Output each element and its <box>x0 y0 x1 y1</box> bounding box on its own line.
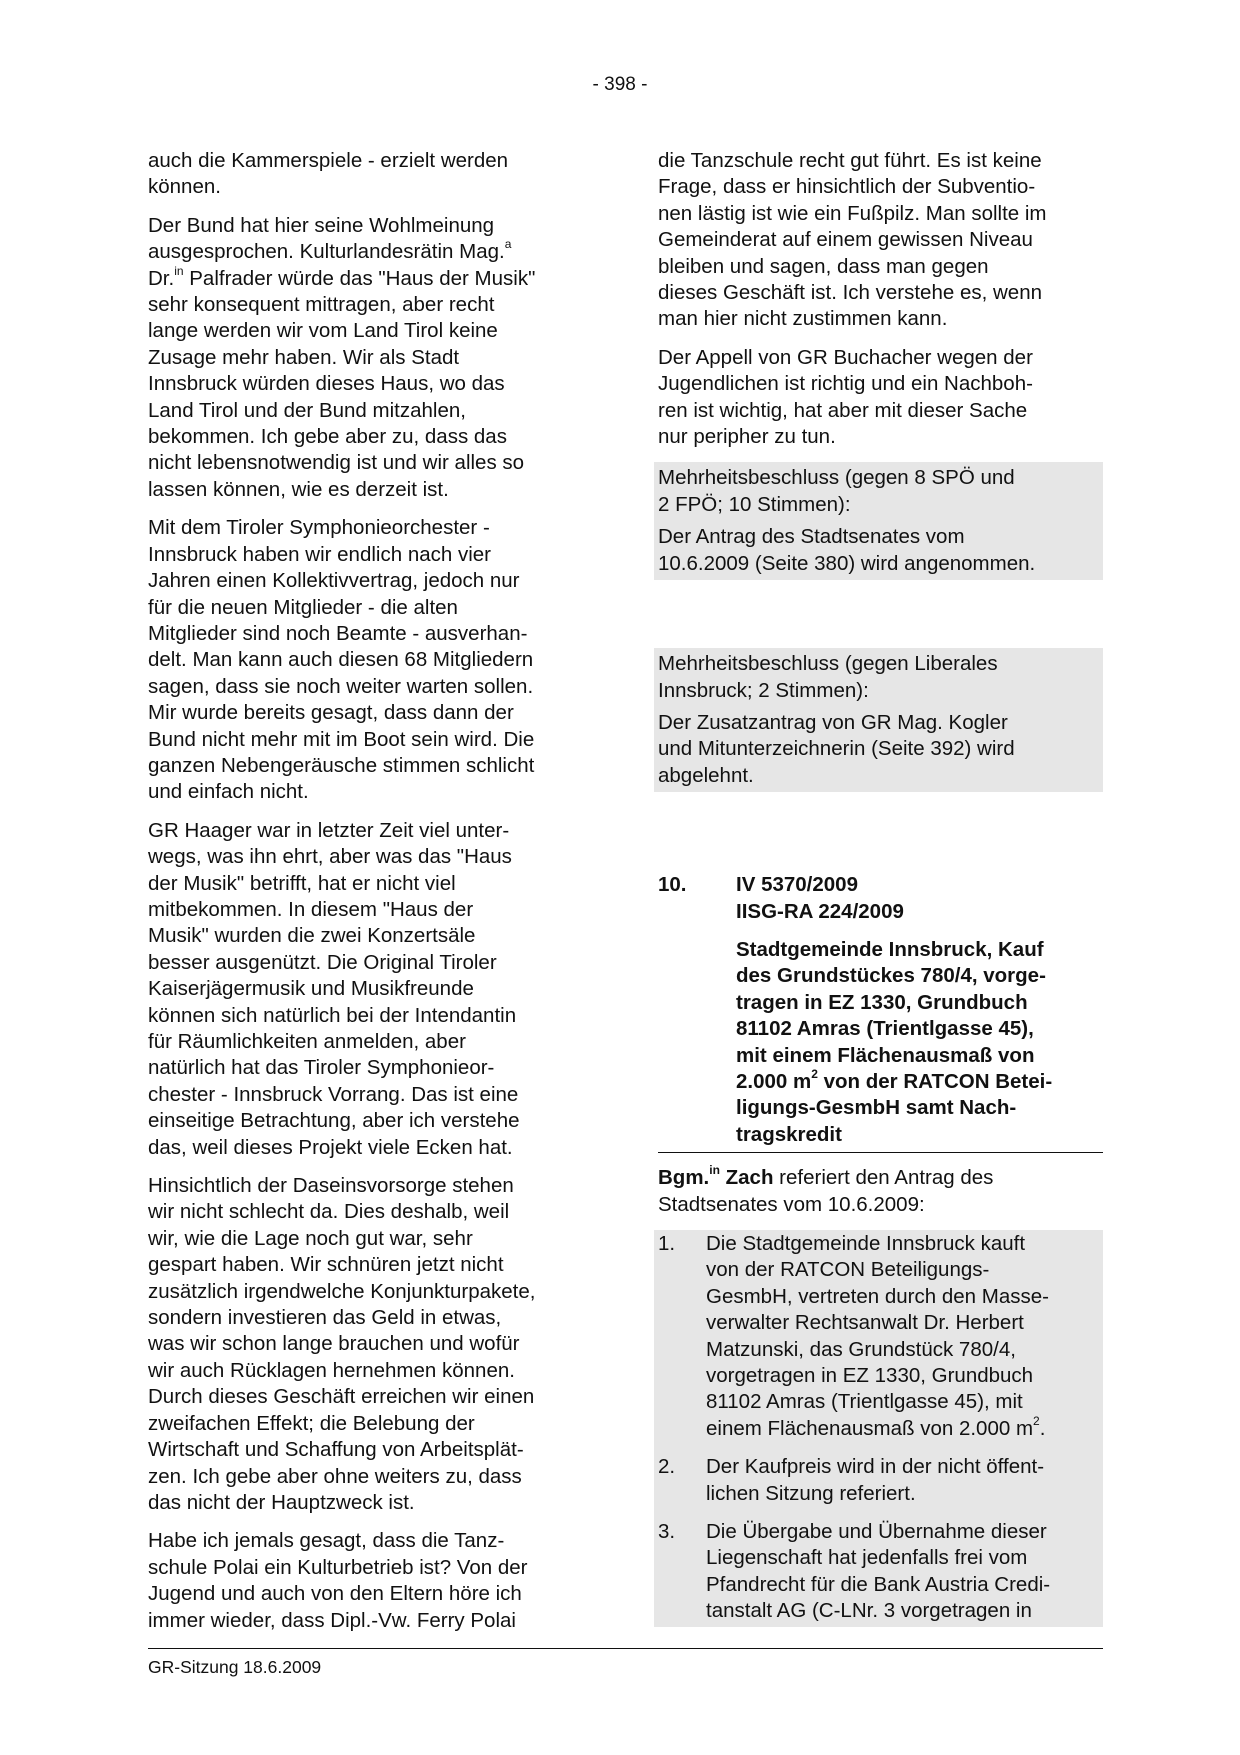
list-item-number: 1. <box>658 1232 676 1255</box>
page-number: - 398 - <box>592 74 648 95</box>
footer-text: GR-Sitzung 18.6.2009 <box>148 1657 322 1677</box>
motion-list <box>654 1230 1103 1627</box>
resolution-text: Der Antrag des Stadtsenates vom 10.6.2009 (Seite 380) wird angenommen. <box>658 525 1036 575</box>
list-item <box>658 1518 1099 1627</box>
paragraph: auch die Kammerspiele - erzielt werden können. <box>148 149 509 199</box>
agenda-item-number: 10. <box>658 873 687 897</box>
resolution-vote: Mehrheitsbeschluss (gegen 8 SPÖ und 2 FPÖ; 10 Stimmen): <box>658 466 1015 516</box>
agenda-item <box>658 872 1103 1148</box>
resolution-box <box>654 648 1103 792</box>
paragraph: die Tanzschule recht gut führt. Es ist keine Frage, dass er hinsichtlich der Subventio- nen lästig ist wie ein Fußpilz. Man sollte im Gemeinderat auf einem gewissen Niveau bleiben und sagen, dass man gegen dieses Geschäft ist. Ich verstehe es, wenn man hier nicht zustimmen kann. <box>658 149 1047 331</box>
resolution-text: Der Zusatzantrag von GR Mag. Kogler und Mitunterzeichnerin (Seite 392) wird abgelehnt. <box>658 710 1015 787</box>
resolution-vote: Mehrheitsbeschluss (gegen Liberales Innsbruck; 2 Stimmen): <box>658 652 998 702</box>
paragraph: Der Bund hat hier seine Wohlmeinung ausgesprochen. Kulturlandesrätin Mag.$^a$ Dr.$^{in}$ Palfrader würde das "Haus der Musik" sehr konsequent mittragen, aber recht lange werden wir vom Land Tirol keine Zusage mehr haben. Wir als Stadt Innsbruck würden dieses Haus, wo das Land Tirol und der Bund mitzahlen, bekommen. Ich gebe aber zu, dass das nicht lebensnotwendig ist und wir alles so lassen können, wie es derzeit ist. <box>148 213 536 501</box>
list-item-number: 2. <box>658 1455 676 1479</box>
paragraph: Mit dem Tiroler Symphonieorchester - Innsbruck haben wir endlich nach vier Jahren einen Kollektivvertrag, jedoch nur für die neuen Mitglieder - die alten Mitglieder sind noch Beamte - ausverhan- delt. Man kann auch diesen 68 Mitgliedern sagen, dass sie noch weiter warten sollen. Mir wurde bereits gesagt, dass dann der Bund nicht mehr mit im Boot sein wird. Die ganzen Nebengeräusche stimmen schlicht und einfach nicht. <box>148 516 535 804</box>
resolution-box <box>654 462 1103 580</box>
paragraph: GR Haager war in letzter Zeit viel unter- wegs, was ihn ehrt, aber was das "Haus der Musik" betrifft, hat er nicht viel mitbekommen. In diesem "Haus der Musik" wurden die zwei Konzertsäle besser ausgenützt. Die Original Tiroler Kaiserjägermusik und Musikfreunde können sich natürlich bei der Intendantin für Räumlichkeiten anmelden, aber natürlich hat das Tiroler Symphonieor- chester - Innsbruck Vorrang. Das ist eine einseitige Betrachtung, aber ich verstehe das, weil dieses Projekt viele Ecken hat. <box>148 818 520 1159</box>
motion-intro: Bgm.$^{in}$ Zach referiert den Antrag des Stadtsenates vom 10.6.2009: <box>658 1163 994 1216</box>
paragraph: Habe ich jemals gesagt, dass die Tanz- schule Polai ein Kulturbetrieb ist? Von der Jugend und auch von den Eltern höre ich immer wieder, dass Dipl.-Vw. Ferry Polai <box>148 1529 528 1632</box>
agenda-item-reference: IV 5370/2009 IISG-RA 224/2009 <box>736 873 904 923</box>
list-item-number: 3. <box>658 1520 676 1544</box>
list-item-text: Der Kaufpreis wird in der nicht öffent- lichen Sitzung referiert. <box>706 1455 1045 1505</box>
list-item <box>658 1230 1099 1453</box>
paragraph: Hinsichtlich der Daseinsvorsorge stehen wir nicht schlecht da. Dies deshalb, weil wir, wie die Lage noch gut war, sehr gespart haben. Wir schnüren jetzt nicht zusätzlich irgendwelche Konjunkturpakete, sondern investieren das Geld in etwas, was wir schon lange brauchen und wofür wir auch Rücklagen hernehmen können. Durch dieses Geschäft erreichen wir einen zweifachen Effekt; die Belebung der Wirtschaft und Schaffung von Arbeitsplät- zen. Ich gebe aber ohne weiters zu, dass das nicht der Hauptzweck ist. <box>148 1174 536 1514</box>
agenda-item-title: Stadtgemeinde Innsbruck, Kauf des Grundstückes 780/4, vorge- tragen in EZ 1330, Grundbuch 81102 Amras (Trientlgasse 45), mit einem Flächenausmaß von 2.000 $m^2$ von der RATCON Betei- ligungs-GesmbH samt Nach- tragskredit <box>736 937 1053 1146</box>
paragraph: Der Appell von GR Buchacher wegen der Jugendlichen ist richtig und ein Nachboh- ren ist wichtig, hat aber mit dieser Sache nur peripher zu tun. <box>658 345 1033 449</box>
list-item <box>658 1453 1099 1518</box>
right-column <box>658 148 1103 1627</box>
section-divider <box>658 1152 1103 1153</box>
left-column <box>148 148 588 1646</box>
list-item-text: Die Stadtgemeinde Innsbruck kauft von der RATCON Beteiligungs- GesmbH, vertreten durch den Masse- verwalter Rechtsanwalt Dr. Herbert Matzunski, das Grundstück 780/4, vorgetragen in EZ 1330, Grundbuch 81102 Amras (Trientlgasse 45), mit einem Flächenausmaß von 2.000 $m^2$. <box>706 1232 1049 1440</box>
list-item-text: Die Übergabe und Übernahme dieser Liegenschaft hat jedenfalls frei vom Pfandrecht für die Bank Austria Credi- tanstalt AG (C-LNr. 3 vorgetragen in <box>706 1520 1051 1623</box>
footer-divider <box>148 1648 1103 1649</box>
